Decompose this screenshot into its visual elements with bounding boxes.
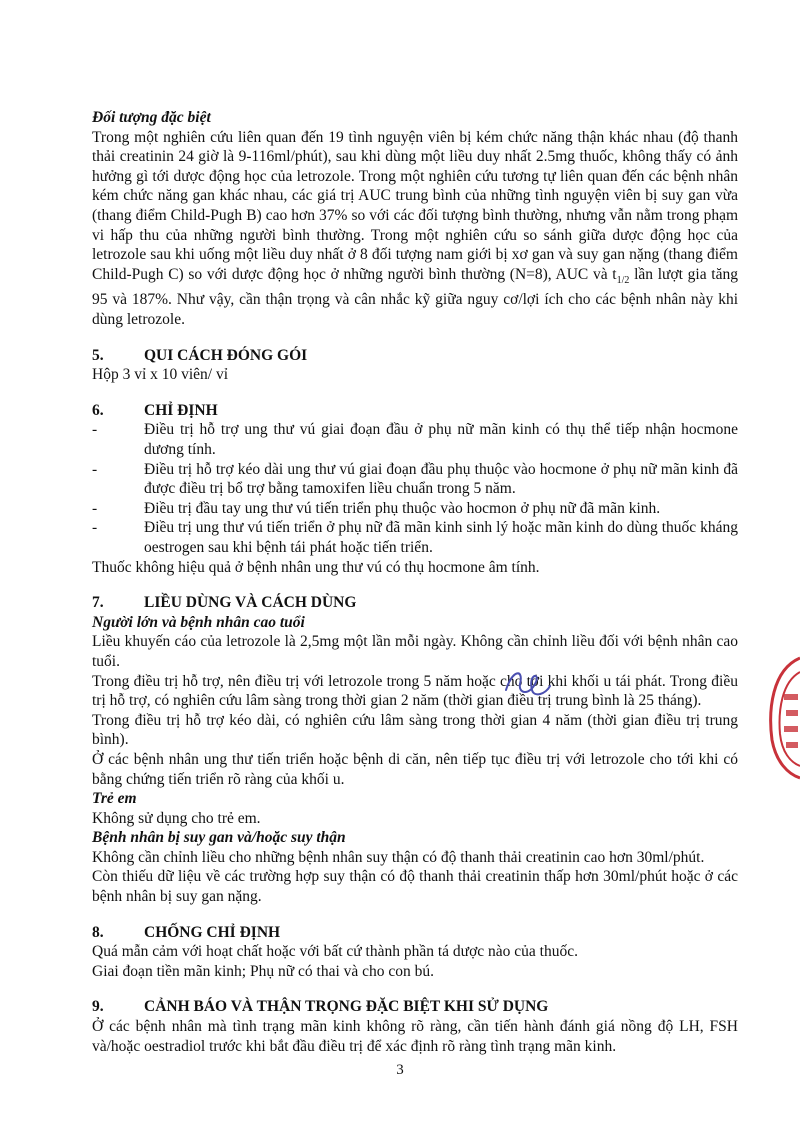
dosage-paragraph: Liều khuyến cáo của letrozole là 2,5mg một lần mỗi ngày. Không cần chỉnh liều đối với bệnh nhân cao tuổi. (92, 633, 738, 670)
half-life-subscript: 1/2 (616, 274, 630, 286)
warnings-paragraph: Ở các bệnh nhân mà tình trạng mãn kinh không rõ ràng, cần tiến hành đánh giá nồng độ LH, FSH và/hoặc oestradiol trước khi bắt đầu điều trị để xác định rõ ràng tình trạng mãn kinh. (92, 1018, 738, 1055)
indication-item: - Điều trị ung thư vú tiến triển ở phụ nữ đã mãn kinh sinh lý hoặc mãn kinh do dùng thuốc kháng oestrogen sau khi bệnh tái phát hoặc tiến triển. (92, 519, 738, 556)
special-populations-title: Đối tượng đặc biệt (92, 109, 211, 126)
dosage-paragraph: Trong điều trị hỗ trợ kéo dài, có nghiên cứu lâm sàng trong thời gian 4 năm (thời gian điều trị trung bình). (92, 711, 738, 749)
children-text: Không sử dụng cho trẻ em. (92, 809, 261, 827)
dosage-paragraph: Trong điều trị hỗ trợ, nên điều trị với letrozole trong 5 năm hoặc cho tới khi khối u tái phát. Trong điều trị hỗ trợ, có nghiên cứu lâm sàng trong thời gian 2 năm (thời gian điều trị trung bình là 25 tháng). (92, 672, 738, 710)
indication-item: - Điều trị hỗ trợ ung thư vú giai đoạn đầu ở phụ nữ mãn kinh có thụ thể tiếp nhận hocmone dương tính. (92, 421, 738, 458)
contraindication-paragraph: Giai đoạn tiền mãn kinh; Phụ nữ có thai và cho con bú. (92, 962, 435, 980)
hepatic-renal-subheading: Bệnh nhân bị suy gan và/hoặc suy thận (92, 829, 346, 847)
special-populations-text: Trong một nghiên cứu liên quan đến 19 tình nguyện viên bị kém chức năng thận khác nhau (độ thanh thải creatinin 24 giờ là 9-116ml/phút), sau khi dùng một liều duy nhất 2.5mg thuốc, không thấy có ảnh hưởng gì tới dược động học của letrozole. Trong một nghiên cứu tương tự liên quan đến các bệnh nhân kém chức năng gan khác nhau, các giá trị AUC trung bình của những tình nguyện viên bị suy gan vừa (thang điểm Child-Pugh B) cao hơn 37% so với các đối tượng bình thường, nhưng vẫn nằm trong phạm vi hấp thu của những người bình thường. Trong một nghiên cứu so sánh giữa dược động học của letrozole sau khi uống một liều duy nhất ở 8 đối tượng nam giới bị xơ gan và suy gan nặng (thang điểm Child-Pugh C) so với dược động học ở những người bình thường (N=8), AUC và $t_{1/2}$ lần lượt gia tăng 95 và 187%. Như vậy, cần thận trọng và cân nhắc kỹ giữa nguy cơ/lợi ích cho các bệnh nhân này khi dùng letrozole. (92, 128, 738, 329)
indication-note: Thuốc không hiệu quả ở bệnh nhân ung thư vú có thụ hocmone âm tính. (92, 558, 540, 576)
children-subheading: Trẻ em (92, 790, 137, 808)
contraindication-paragraph: Quá mẫn cảm với hoạt chất hoặc với bất cứ thành phần tá dược nào của thuốc. (92, 943, 578, 961)
section-9-heading: 9. CẢNH BÁO VÀ THẬN TRỌNG ĐẶC BIỆT KHI SỬ DỤNG (92, 998, 549, 1016)
document-page (92, 108, 738, 1056)
handwritten-mark-icon (498, 660, 558, 704)
indication-item: - Điều trị đầu tay ung thư vú tiến triển phụ thuộc vào hocmon ở phụ nữ đã mãn kinh. (92, 499, 661, 517)
section-5-heading: 5. QUI CÁCH ĐÓNG GÓI (92, 346, 308, 364)
stamp-fragment-icon (766, 650, 800, 780)
section-8-heading: 8. CHỐNG CHỈ ĐỊNH (92, 923, 281, 941)
section-6-heading: 6. CHỈ ĐỊNH (92, 401, 218, 419)
section-7-heading: 7. LIỀU DÙNG VÀ CÁCH DÙNG (92, 594, 357, 612)
packaging-text: Hộp 3 vỉ x 10 viên/ vỉ (92, 366, 229, 384)
indication-item: - Điều trị hỗ trợ kéo dài ung thư vú giai đoạn đầu phụ thuộc vào hocmone ở phụ nữ mãn kinh đã được điều trị bổ trợ bằng tamoxifen liều chuẩn trong 5 năm. (92, 460, 738, 498)
hepatic-renal-paragraph: Còn thiếu dữ liệu về các trường hợp suy thận có độ thanh thải creatinin thấp hơn 30ml/phút hoặc ở các bệnh nhân bị suy gan nặng. (92, 868, 738, 906)
dosage-paragraph: Ở các bệnh nhân ung thư tiến triển hoặc bệnh di căn, nên tiếp tục điều trị với letrozole cho tới khi có bằng chứng tiến triển rõ ràng của khối u. (92, 750, 738, 788)
page-number: 3 (396, 1062, 404, 1078)
adults-subheading: Người lớn và bệnh nhân cao tuổi (92, 613, 305, 631)
hepatic-renal-paragraph: Không cần chỉnh liều cho những bệnh nhân suy thận có độ thanh thải creatinin cao hơn 30ml/phút. (92, 848, 705, 866)
